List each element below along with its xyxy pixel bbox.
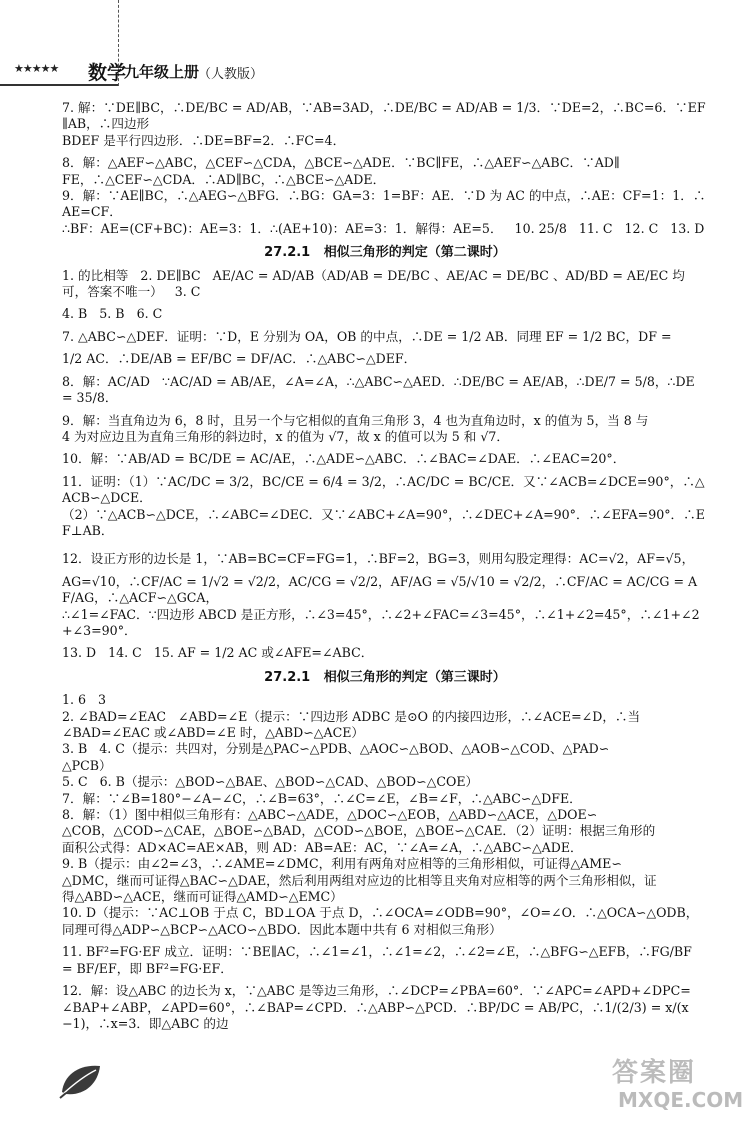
- watermark-url: MXQE.COM: [618, 1088, 744, 1112]
- answer-line: 8．解：△AEF∽△ABC，△CEF∽△CDA，△BCE∽△ADE．∵BC∥FE，∴△AEF∽△ABC．∵AD∥: [62, 155, 620, 171]
- section-heading: 27.2.1 相似三角形的判定（第二课时）: [264, 245, 506, 261]
- answer-line: 2. ∠BAD=∠EAC ∠ABD=∠E（提示：∵四边形 ADBC 是⊙O 的内接四边形，∴∠ACE=∠D，∴当: [62, 708, 641, 724]
- answer-line: 1. 6 3: [62, 692, 107, 708]
- section-heading: 27.2.1 相似三角形的判定（第三课时）: [264, 669, 506, 685]
- answer-line: 11. BF²=FG·EF 成立．证明：∵BE∥AC，∴∠1=∠1，∴∠1=∠2，∴∠2=∠E，∴△BFG∽△EFB，∴FG/BF: [62, 944, 692, 960]
- answer-line: 4 为对应边且为直角三角形的斜边时，x 的值为 √7，故 x 的值可以为 5 和 √7．: [62, 428, 509, 444]
- answer-line: 1. 的比相等 2. DE∥BC AE/AC = AD/AB（AD/AB = DE/BC 、AE/AC = DE/BC 、AD/BD = AE/EC 均可，答案不唯一） 3. C: [62, 267, 685, 300]
- answer-line: 5. C 6. B（提示：△BOD∽△BAE、△BOD∽△CAD、△BOD∽△COE）: [62, 774, 479, 790]
- answer-line: 9．解：∵AE∥BC，∴△AEG∽△BFG．∴BG：GA=3：1=BF：AE．∵D 为 AC 的中点，∴AE：CF=1：1．∴AE=CF．: [62, 188, 706, 220]
- answer-line: 12．解：设△ABC 的边长为 x，∵△ABC 是等边三角形，∴∠DCP=∠PBA=60°．∵∠APC=∠APD+∠DPC=: [62, 983, 691, 999]
- answer-line: 7. 解：∵DE∥BC，∴DE/BC = AD/AB，∵AB=3AD，∴DE/BC = AD/AB = 1/3．∵DE=2，∴BC=6．∵EF∥AB，∴四边形: [62, 100, 706, 132]
- answer-line: 9. B（提示：由∠2=∠3，∴∠AME=∠DMC，利用有两角对应相等的三角形相似，可证得△AME∽: [62, 856, 622, 872]
- answer-line: AG=√10，∴CF/AC = 1/√2 = √2/2，AC/CG = √2/2，AF/AG = √5/√10 = √2/2，∴CF/AC = AC/CG = AF/AG，∴△ACF∽△GCA，: [62, 573, 698, 606]
- answer-line: 得△ABD∽△ACE，继而可证得△AMD∽△EMC）: [62, 889, 343, 905]
- answer-line: BDEF 是平行四边形．∴DE=BF=2．∴FC=4．: [62, 132, 346, 148]
- answer-line: 同理可得△ADP∽△BCP∽△ACO∽△BDO．因此本题中共有 6 对相似三角形）: [62, 921, 502, 937]
- answer-line: 7. △ABC∽△DEF．证明：∵D，E 分别为 OA，OB 的中点，∴DE = 1/2 AB．同理 EF = 1/2 BC，DF =: [62, 328, 672, 344]
- answer-line: 13. D 14. C 15. AF = 1/2 AC 或∠AFE=∠ABC．: [62, 645, 374, 661]
- answer-line: ∴∠1=∠FAC．∵四边形 ABCD 是正方形，∴∠3=45°，∴∠2+∠FAC=∠3=45°，∴∠1+∠2=45°，∴∠1+∠2+∠3=90°．: [62, 606, 700, 638]
- subject-title: 数学: [88, 62, 127, 84]
- answer-line: 面积公式得：AD×AC=AE×AB，则 AD：AB=AE：AC，∵∠A=∠A，∴△ABC∽△ADE．: [62, 839, 583, 855]
- answer-line: 4. B 5. B 6. C: [62, 306, 163, 322]
- grade-label: 九年级上册: [124, 63, 200, 81]
- answer-line: FE，∴△CEF∽△CDA．∴AD∥BC，∴△BCE∽△ADE．: [62, 171, 386, 187]
- answer-line: 7．解：∵∠B=180°−∠A−∠C，∴∠B=63°，∴∠C=∠E，∠B=∠F，∴△ABC∽△DFE．: [62, 790, 582, 806]
- edition-label: （人教版）: [198, 67, 264, 82]
- answer-line: 12．设正方形的边长是 1，∵AB=BC=CF=FG=1，∴BF=2，BG=3，则用勾股定理得：AC=√2，AF=√5，: [62, 551, 695, 567]
- answer-line: 11．证明：（1）∵AC/DC = 3/2，BC/CE = 6/4 = 3/2，∴AC/DC = BC/CE．又∵∠ACB=∠DCE=90°，∴△ACB∽△DCE．: [62, 473, 705, 506]
- answer-line: ∠BAD=∠EAC 或∠ABD=∠E 时，△ABD∽△ACE）: [62, 725, 364, 740]
- answer-line: = BF/EF，即 BF²=FG·EF．: [62, 960, 233, 976]
- answer-line: △DMC，继而可证得△BAC∽△DAE，然后利用两组对应边的比相等且夹角对应相等的两个三角形相似，证: [62, 872, 657, 888]
- answer-line: 10. D（提示：∵AC⊥OB 于点 C，BD⊥OA 于点 D，∴∠OCA=∠ODB=90°，∠O=∠O．∴△OCA∽△ODB，: [62, 905, 699, 921]
- answer-line: 8．解：（1）图中相似三角形有：△ABC∽△ADE，△DOC∽△EOB，△ABD∽△ACE，△DOE∽: [62, 807, 598, 823]
- answer-line: ∴BF：AE=(CF+BC)：AE=3：1．∴(AE+10)：AE=3：1．解得：AE=5． 10. 25/8 11. C 12. C 13. D: [62, 220, 705, 236]
- answer-line: ∠BAP+∠ABP，∠APD=60°，∴∠BAP=∠CPD．∴△ABP∽△PCD．∴BP/DC = AB/PC，∴1/(2/3) = x/(x−1)，∴x=3．即△ABC 的边: [62, 999, 689, 1031]
- answer-line: △PCB）: [62, 757, 112, 773]
- rating-stars: ★★★★★: [14, 62, 59, 75]
- answer-line: △COB，△COD∽△CAE，△BOE∽△BAD，△COD∽△BOE，△BOE∽△CAE．（2）证明：根据三角形的: [62, 823, 656, 839]
- watermark-logo: 答案圈: [612, 1058, 697, 1088]
- leaf-icon: [58, 1062, 104, 1100]
- answer-line: 9．解：当直角边为 6，8 时，且另一个与它相似的直角三角形 3，4 也为直角边时，x 的值为 5，当 8 与: [62, 412, 649, 428]
- page-header: [0, 0, 750, 90]
- answer-line: 8．解：AC/AD ∵AC/AD = AB/AE，∠A=∠A，∴△ABC∽△AED．∴DE/BC = AE/AB，∴DE/7 = 5/8，∴DE = 35/8．: [62, 373, 699, 406]
- answer-line: 1/2 AC．∴DE/AB = EF/BC = DF/AC．∴△ABC∽△DEF．: [62, 351, 417, 367]
- answer-line: （2）∵△ACB∽△DCE，∴∠ABC=∠DEC．又∵∠ABC+∠A=90°，∴∠DEC+∠A=90°．∴∠EFA=90°．∴EF⊥AB．: [62, 506, 705, 538]
- answer-line: 10．解：∵AB/AD = BC/DE = AC/AE，∴△ADE∽△ABC．∴∠BAC=∠DAE．∴∠EAC=20°．: [62, 451, 626, 467]
- header-rule: [0, 84, 118, 86]
- answer-line: 3. B 4. C（提示：共四对，分别是△PAC∽△PDB、△AOC∽△BOD、△AOB∽△COD、△PAD∽: [62, 741, 610, 757]
- answer-content: [62, 100, 708, 1032]
